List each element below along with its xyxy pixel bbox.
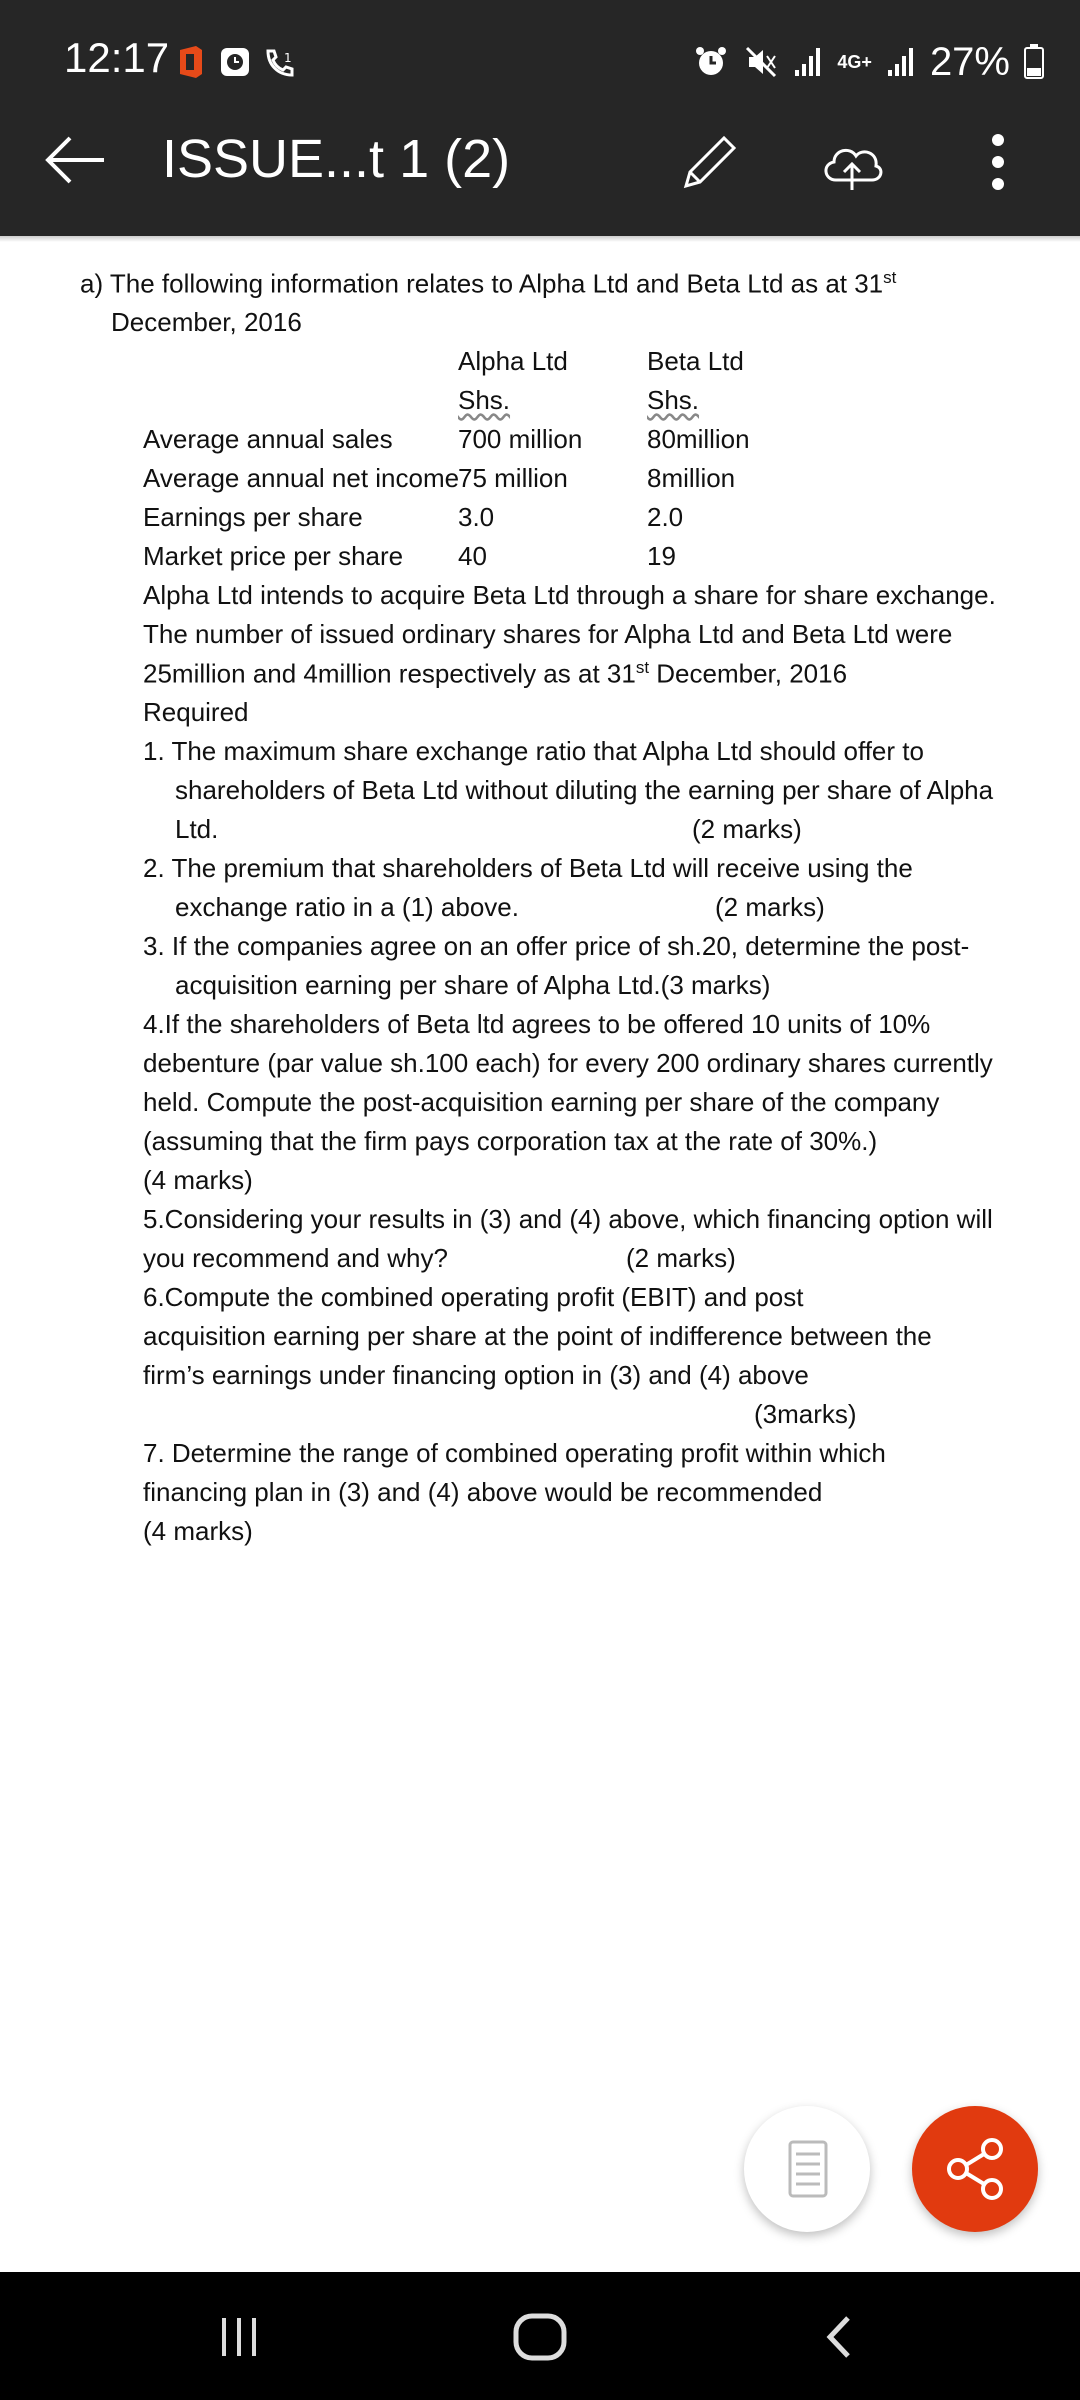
system-nav-bar: [0, 2272, 1080, 2400]
paragraph-line: 25million and 4million respectively as at 31st December, 2016: [143, 658, 848, 689]
intro-line-2: December, 2016: [111, 307, 302, 337]
paragraph-line: The number of issued ordinary shares for Alpha Ltd and Beta Ltd were: [143, 619, 953, 649]
clock-badge-icon: [220, 47, 250, 77]
edit-pen-icon[interactable]: [672, 128, 744, 200]
column-header-beta: Beta Ltd: [647, 346, 744, 376]
page-view-button[interactable]: [744, 2106, 870, 2232]
question-2-marks: (2 marks): [715, 892, 825, 922]
question-4-line: held. Compute the post-acquisition earning per share of the company: [143, 1087, 940, 1117]
document-title: ISSUE...t 1 (2): [162, 129, 511, 189]
svg-text:1: 1: [284, 51, 292, 65]
question-1-line: 1. The maximum share exchange ratio that Alpha Ltd should offer to: [143, 736, 924, 766]
question-6-line: firm’s earnings under financing option in (3) and (4) above: [143, 1360, 809, 1390]
row-beta-value: 8million: [647, 463, 736, 493]
home-icon[interactable]: [512, 2312, 568, 2362]
unit-beta: Shs.: [647, 385, 700, 415]
question-4-line: debenture (par value sh.100 each) for every 200 ordinary shares currently: [143, 1048, 993, 1078]
status-bar: [0, 0, 1080, 120]
row-alpha-value: 3.0: [458, 502, 495, 532]
question-4-line: 4.If the shareholders of Beta ltd agrees to be offered 10 units of 10%: [143, 1009, 931, 1039]
row-beta-value: 19: [647, 541, 676, 571]
row-beta-value: 80million: [647, 424, 750, 454]
paragraph-line: Alpha Ltd intends to acquire Beta Ltd through a share for share exchange.: [143, 580, 996, 610]
question-5-line: you recommend and why?: [143, 1243, 448, 1273]
unit-alpha: Shs.: [458, 385, 511, 415]
question-4-line: (assuming that the firm pays corporation tax at the rate of 30%.): [143, 1126, 878, 1156]
share-icon: [912, 2106, 1038, 2232]
appbar-shadow: [0, 236, 1080, 242]
row-label: Average annual net income: [143, 463, 460, 493]
network-type: 4G+: [837, 51, 872, 72]
status-icons-left: [176, 38, 298, 86]
question-7-line: 7. Determine the range of combined operating profit within which: [143, 1438, 886, 1468]
office-icon: [176, 44, 206, 80]
alarm-icon: [693, 44, 729, 80]
question-2-line: exchange ratio in a (1) above.: [175, 892, 519, 922]
document-pages-icon: [744, 2106, 870, 2232]
question-6-line: acquisition earning per share at the point of indifference between the: [143, 1321, 932, 1351]
column-header-alpha: Alpha Ltd: [458, 346, 568, 376]
back-arrow-icon[interactable]: [40, 130, 110, 190]
signal-icon-1: [793, 46, 823, 78]
intro-line-1: a) The following information relates to Alpha Ltd and Beta Ltd as at 31st: [80, 268, 897, 299]
row-label: Market price per share: [143, 541, 404, 571]
row-alpha-value: 40: [458, 541, 487, 571]
more-options-icon[interactable]: [974, 128, 1022, 200]
question-6-marks: (3marks): [754, 1399, 857, 1429]
row-label: Earnings per share: [143, 502, 363, 532]
row-alpha-value: 700 million: [458, 424, 583, 454]
cloud-upload-icon[interactable]: [816, 128, 888, 200]
question-7-marks: (4 marks): [143, 1516, 253, 1546]
wifi-call-icon: [264, 45, 298, 79]
question-7-line: financing plan in (3) and (4) above would be recommended: [143, 1477, 823, 1507]
battery-percent: 27%: [929, 39, 1010, 84]
mute-icon: [743, 44, 779, 80]
status-time: 12:17: [64, 34, 170, 81]
recent-apps-icon[interactable]: [214, 2312, 264, 2362]
question-2-line: 2. The premium that shareholders of Beta Ltd will receive using the: [143, 853, 913, 883]
back-nav-icon[interactable]: [820, 2312, 860, 2362]
question-5-marks: (2 marks): [626, 1243, 736, 1273]
status-icons-right: [693, 38, 1044, 86]
question-1-line: shareholders of Beta Ltd without diluting the earning per share of Alpha: [175, 775, 994, 805]
question-3-line: acquisition earning per share of Alpha Ltd.(3 marks): [175, 970, 771, 1000]
required-heading: Required: [143, 697, 249, 727]
question-3-line: 3. If the companies agree on an offer price of sh.20, determine the post-: [143, 931, 970, 961]
question-1-line: Ltd.: [175, 814, 219, 844]
row-label: Average annual sales: [143, 424, 393, 454]
share-button[interactable]: [912, 2106, 1038, 2232]
signal-icon-2: [886, 46, 916, 78]
row-alpha-value: 75 million: [458, 463, 568, 493]
question-1-marks: (2 marks): [692, 814, 802, 844]
question-5-line: 5.Considering your results in (3) and (4) above, which financing option will: [143, 1204, 993, 1234]
question-4-marks: (4 marks): [143, 1165, 253, 1195]
question-6-line: 6.Compute the combined operating profit (EBIT) and post: [143, 1282, 804, 1312]
battery-icon: [1024, 44, 1044, 80]
row-beta-value: 2.0: [647, 502, 684, 532]
